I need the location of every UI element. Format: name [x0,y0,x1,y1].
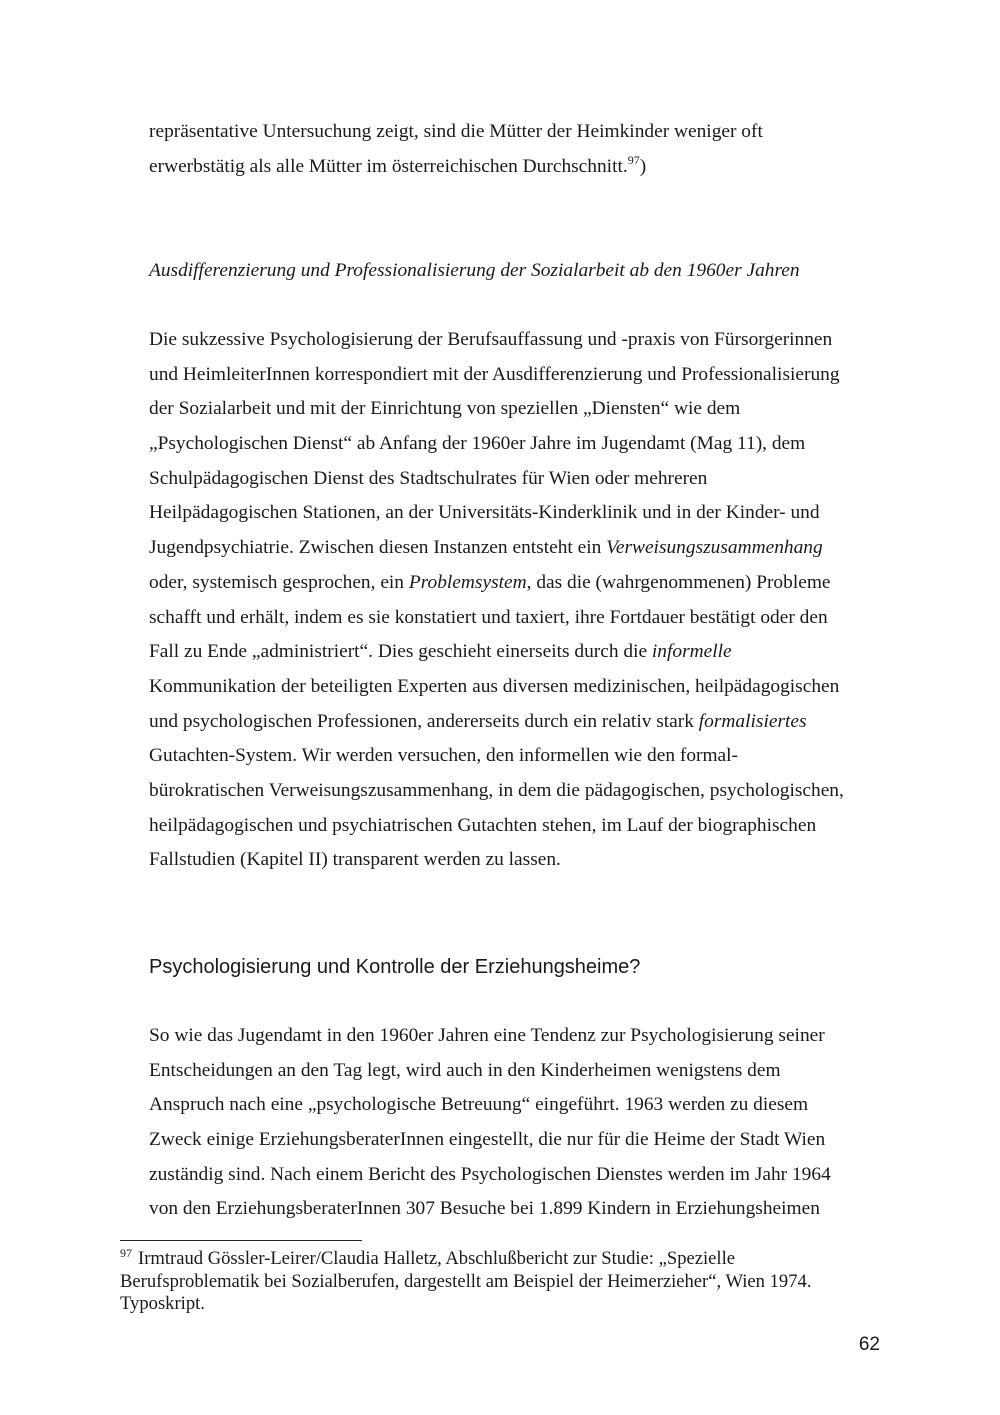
page-number: 62 [858,1334,880,1355]
text-line [149,150,889,185]
text-line: Gutachten-System. Wir werden versuchen, den informellen wie den formal- [149,745,738,767]
text-line [149,705,889,740]
footnote [120,1248,890,1316]
text-line: Die sukzessive Psychologisierung der Berufsauffassung und -praxis von Fürsorgerinnen [149,329,833,350]
text-line: Schulpädagogischen Dienst des Stadtschulrates für Wien oder mehreren [149,467,708,489]
text-segment: Irmtraud Gössler-Leirer/Claudia Halletz, Abschlußbericht zur Studie: „Spezielle [138,1248,736,1269]
footnote-reference[interactable]: 97 [627,152,640,167]
text-line [149,531,889,566]
paragraph-intro [149,115,889,184]
text-line: repräsentative Untersuchung zeigt, sind die Mütter der Heimkinder weniger oft [149,121,763,142]
paragraph-section [149,1019,889,1227]
section-heading: Psychologisierung und Kontrolle der Erziehungsheime? [149,956,641,978]
text-line: von den ErziehungsberaterInnen 307 Besuche bei 1.899 Kindern in Erziehungsheimen [149,1198,820,1220]
text-segment: oder, systemisch gesprochen, ein [149,571,409,593]
text-line: bürokratischen Verweisungszusammenhang, in dem die pädagogischen, psychologischen, [149,779,844,801]
emphasis-term: formalisiertes [698,710,807,732]
text-line: Anspruch nach eine „psychologische Betreuung“ eingeführt. 1963 werden zu diesem [149,1094,809,1116]
text-line: So wie das Jugendamt in den 1960er Jahren eine Tendenz zur Psychologisierung seiner [149,1025,825,1046]
text-line: zuständig sind. Nach einem Bericht des Psychologischen Dienstes werden im Jahr 1964 [149,1163,831,1185]
text-line: Kommunikation der beteiligten Experten aus diversen medizinischen, heilpädagogischen [149,675,840,697]
text-segment: Fall zu Ende „administriert“. Dies geschieht einerseits durch die [149,641,652,663]
footnote-line: Typoskript. [120,1293,205,1314]
text-segment: ) [639,155,647,177]
subsection-heading: Ausdifferenzierung und Professionalisierung der Sozialarbeit ab den 1960er Jahren [149,260,800,281]
text-line [149,566,889,601]
emphasis-term: informelle [651,641,732,663]
text-line: schafft und erhält, indem es sie konstatiert und taxiert, ihre Fortdauer bestätigt oder den [149,606,828,628]
footnote-number: 97 [120,1246,132,1260]
text-line: Zweck einige ErziehungsberaterInnen eingestellt, die nur für die Heime der Stadt Wien [149,1129,826,1151]
emphasis-term: Verweisungszusammenhang [606,537,823,559]
footnote-line: Berufsproblematik bei Sozialberufen, dargestellt am Beispiel der Heimerzieher“, Wien 1974. [120,1270,812,1292]
emphasis-term: Problemsystem [408,571,527,593]
text-segment: Jugendpsychiatrie. Zwischen diesen Instanzen entsteht ein [149,537,607,559]
text-line: Entscheidungen an den Tag legt, wird auch in den Kinderheimen wenigstens dem [149,1059,781,1081]
text-line: Fallstudien (Kapitel II) transparent werden zu lassen. [149,849,561,871]
paragraph-main [149,323,889,878]
text-line: und HeimleiterInnen korrespondiert mit der Ausdifferenzierung und Professionalisierung [149,363,840,385]
text-line: heilpädagogischen und psychiatrischen Gutachten stehen, im Lauf der biographischen [149,814,817,836]
footnote-line [120,1248,890,1271]
text-line: „Psychologischen Dienst“ ab Anfang der 1960er Jahre im Jugendamt (Mag 11), dem [149,433,806,455]
text-line [149,635,889,670]
text-line: Heilpädagogischen Stationen, an der Universitäts-Kinderklinik und in der Kinder- und [149,502,820,524]
footnote-divider [120,1240,362,1241]
text-segment: erwerbstätig als alle Mütter im österreichischen Durchschnitt. [149,155,628,177]
text-segment: und psychologischen Professionen, andererseits durch ein relativ stark [149,710,699,732]
text-line: der Sozialarbeit und mit der Einrichtung von speziellen „Diensten“ wie dem [149,398,741,420]
text-segment: , das die (wahrgenommenen) Probleme [526,571,831,593]
